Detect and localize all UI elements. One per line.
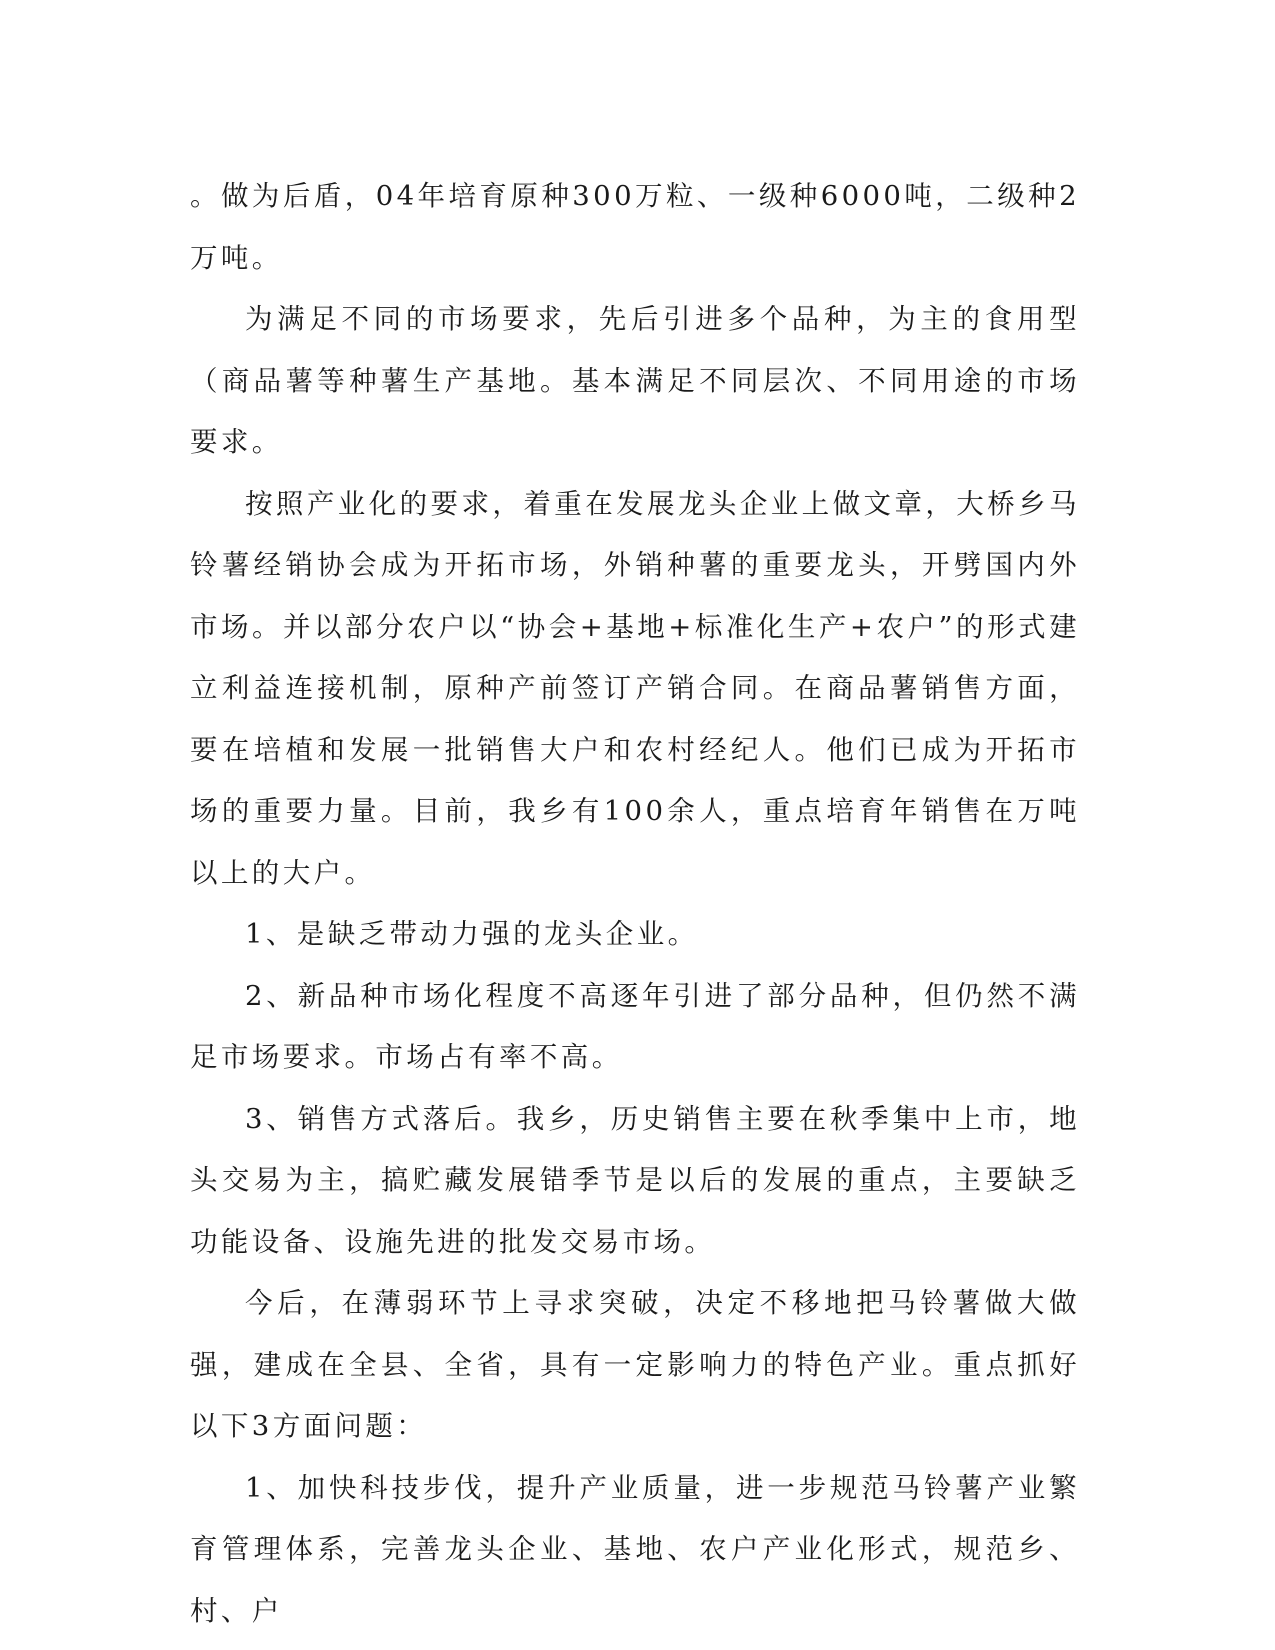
paragraph-8: 1、加快科技步伐，提升产业质量，进一步规范马铃薯产业繁育管理体系，完善龙头企业、基地、农户产业化形式，规范乡、村、户 <box>190 1471 1080 1627</box>
paragraph-5: 2、新品种市场化程度不高逐年引进了部分品种，但仍然不满足市场要求。市场占有率不高。 <box>190 979 1080 1073</box>
paragraph-4: 1、是缺乏带动力强的龙头企业。 <box>245 918 699 950</box>
document-body <box>190 166 1080 1642</box>
paragraph-6: 3、销售方式落后。我乡，历史销售主要在秋季集中上市，地头交易为主，搞贮藏发展错季节是以后的发展的重点，主要缺乏功能设备、设施先进的批发交易市场。 <box>190 1102 1080 1258</box>
paragraph-3: 按照产业化的要求，着重在发展龙头企业上做文章，大桥乡马铃薯经销协会成为开拓市场，外销种薯的重要龙头，开劈国内外市场。并以部分农户以“协会+基地+标准化生产+农户”的形式建立利益连接机制，原种产前签订产销合同。在商品薯销售方面，要在培植和发展一批销售大户和农村经纪人。他们已成为开拓市场的重要力量。目前，我乡有100余人，重点培育年销售在万吨以上的大户。 <box>190 487 1080 889</box>
paragraph-7: 今后，在薄弱环节上寻求突破，决定不移地把马铃薯做大做强，建成在全县、全省，具有一定影响力的特色产业。重点抓好以下3方面问题： <box>190 1287 1080 1442</box>
paragraph-2: 为满足不同的市场要求，先后引进多个品种，为主的食用型（商品薯等种薯生产基地。基本满足不同层次、不同用途的市场要求。 <box>190 303 1080 458</box>
paragraph-1: 。做为后盾，04年培育原种300万粒、一级种6000吨，二级种2万吨。 <box>190 180 1080 274</box>
